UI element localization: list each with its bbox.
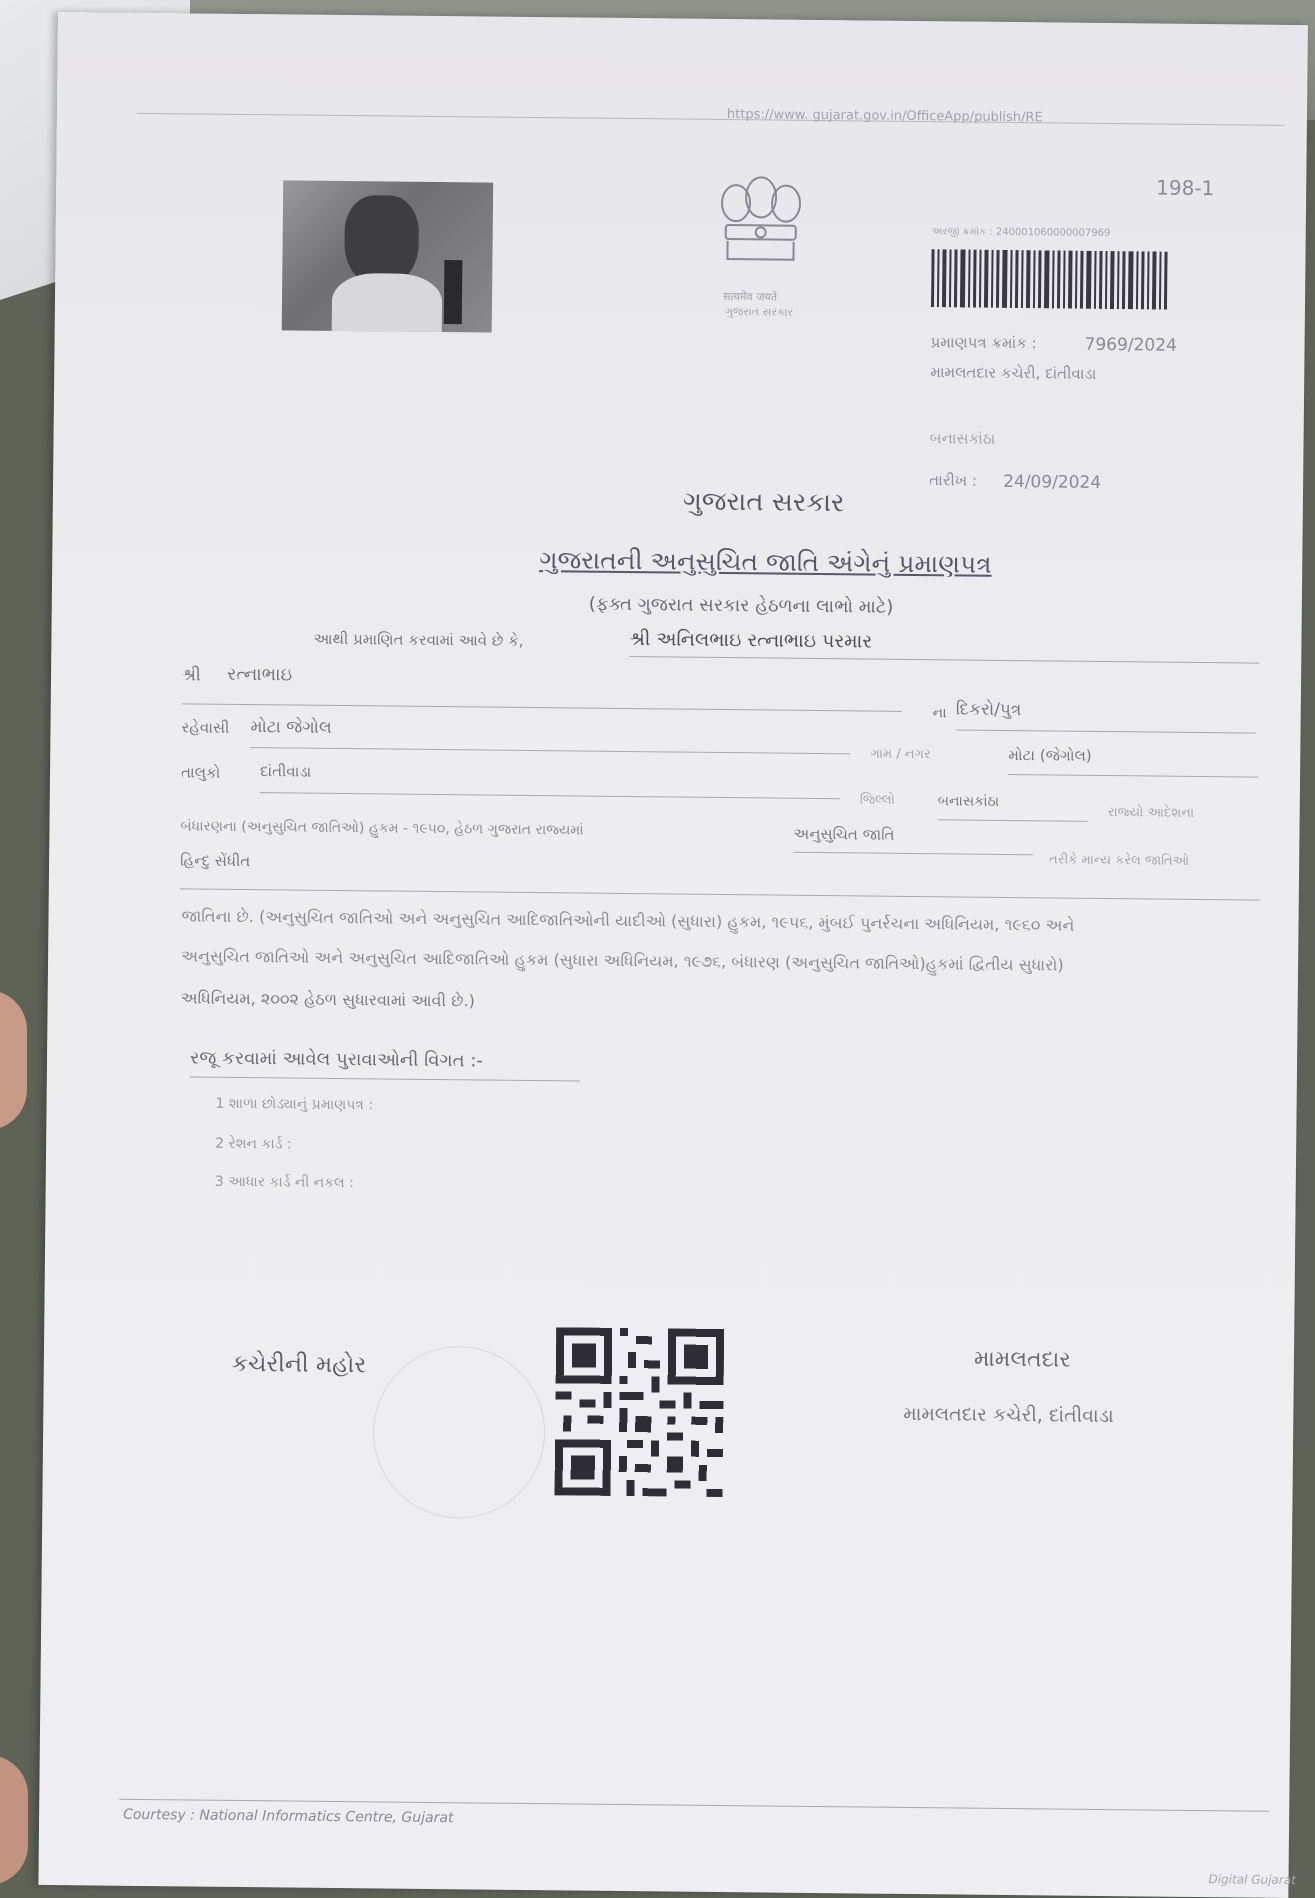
village-value: મોટા (જેગોલ) — [1008, 745, 1092, 765]
residence-value: મોટા જેગોલ — [250, 717, 332, 738]
document-item-2: 2 રેશન કાર્ડ : — [215, 1135, 292, 1153]
relation-label: ના — [932, 705, 947, 722]
legal-paragraph-line-1: જાતિના છે. (અનુસુચિત જાતિઓ અને અનુસુચિત આદિજાતિઓની યાદીઓ (સુધારા) હુકમ, ૧૯૫૬, મુંબઈ પુનર્રચના અધિનિયમ, ૧૯૬૦ અને — [181, 906, 1075, 935]
photo-shirt — [332, 273, 443, 333]
cert-number-value: 7969/2024 — [1084, 334, 1177, 356]
footer-digital-gujarat: Digital Gujarat — [1208, 1872, 1296, 1888]
date-value: 24/09/2024 — [1003, 471, 1102, 493]
holding-finger — [0, 990, 27, 1130]
barcode-label: અરજી ક્રમાંક : 240001060000007969 — [931, 226, 1111, 240]
emblem-caption-motto: सत्यमेव जयते — [722, 289, 778, 304]
person-name: શ્રી અનિલભાઇ રત્નાભાઇ પરમાર — [629, 628, 873, 653]
taluka-value: દાંતીવાડા — [259, 762, 312, 781]
date-label: તારીખ : — [929, 471, 978, 490]
handwritten-page-number: 198-1 — [1156, 175, 1215, 201]
document-item-3: 3 આધાર કાર્ડ ની નકલ : — [214, 1173, 354, 1192]
father-label: શ્રી — [181, 665, 201, 686]
caste-value: હિન્દુ સેંધીત — [180, 851, 251, 871]
government-heading: ગુજરાત સરકાર — [682, 486, 845, 519]
residence-label: રહેવાસી — [181, 718, 230, 737]
holding-thumb — [0, 1755, 28, 1885]
signatory-office: મામલતદાર કચેરી, દાંતીવાડા — [903, 1402, 1114, 1428]
url-header: https://www. gujarat.gov.in/OfficeApp/publish/RE — [726, 107, 1043, 126]
emblem-caption-government: ગુજરાત સરકાર — [724, 305, 794, 319]
issuing-district: બનાસકાંઠા — [929, 429, 996, 448]
legal-paragraph-line-3: અધિનિયમ, ૨૦૦૨ હેઠળ સુધારવામાં આવી છે.) — [180, 988, 475, 1011]
document-item-1: 1 શાળા છોડ્યાનું પ્રમાણપત્ર : — [215, 1095, 374, 1114]
national-emblem-icon — [705, 175, 816, 276]
certify-intro: આથી પ્રમાણિત કરવામાં આવે છે કે, — [313, 629, 524, 650]
taluka-label: તાલુકો — [180, 763, 221, 782]
documents-heading: રજૂ કરવામાં આવેલ પુરાવાઓની વિગત :- — [189, 1047, 483, 1072]
photo-background-figure — [444, 260, 463, 324]
order-text: બંધારણના (અનુસુચિત જાતિઓ) હુકમ - ૧૯૫૦, હેઠળ ગુજરાત રાજ્યમાં — [180, 818, 584, 839]
district-value: બનાસકાંઠા — [937, 793, 1000, 810]
signatory-title: મામલતદાર — [973, 1346, 1071, 1373]
father-name: રત્નાભાઇ — [226, 663, 293, 686]
barcode-icon — [931, 249, 1170, 309]
qr-code-icon — [554, 1327, 724, 1497]
office-seal-label: કચેરીની મહોર — [231, 1350, 367, 1379]
village-label: ગામ / નગર — [870, 746, 931, 763]
category-value: અનુસુચિત જાતિ — [793, 824, 895, 844]
issuing-office: મામલતદાર કચેરી, દાંતીવાડા — [930, 363, 1097, 383]
cert-number-label: પ્રમાણપત્ર ક્રમાંક : — [930, 333, 1037, 353]
photo-face — [344, 195, 419, 286]
recognized-text: તરીકે માન્ય કરેલ જાતિઓ — [1049, 852, 1190, 869]
certificate-title: ગુજરાતની અનુસુચિત જાતિ અંગેનું પ્રમાણપત્ર — [539, 545, 992, 579]
relation-value: દિકરો/પુત્ર — [955, 699, 1022, 721]
district-label: જિલ્લો — [859, 792, 895, 808]
footer-courtesy: Courtesy : National Informatics Centre, Gujarat — [123, 1806, 454, 1827]
applicant-photo — [282, 180, 494, 332]
certificate-subtitle: (ફક્ત ગુજરાત સરકાર હેઠળના લાભો માટે) — [588, 593, 894, 618]
office-seal-impression — [372, 1345, 546, 1519]
certificate-paper — [38, 12, 1308, 1898]
legal-paragraph-line-2: અનુસુચિત જાતિઓ અને અનુસુચિત આદિજાતિઓ હુકમ (સુધારા અધિનિયમ, ૧૯૭૬, બંધારણ (અનુસુચિત જાતિઓ)હુકમાં દ્વિતીય સુધારો) — [181, 946, 1064, 975]
state-text: રાજ્યો આદેશના — [1107, 805, 1195, 821]
